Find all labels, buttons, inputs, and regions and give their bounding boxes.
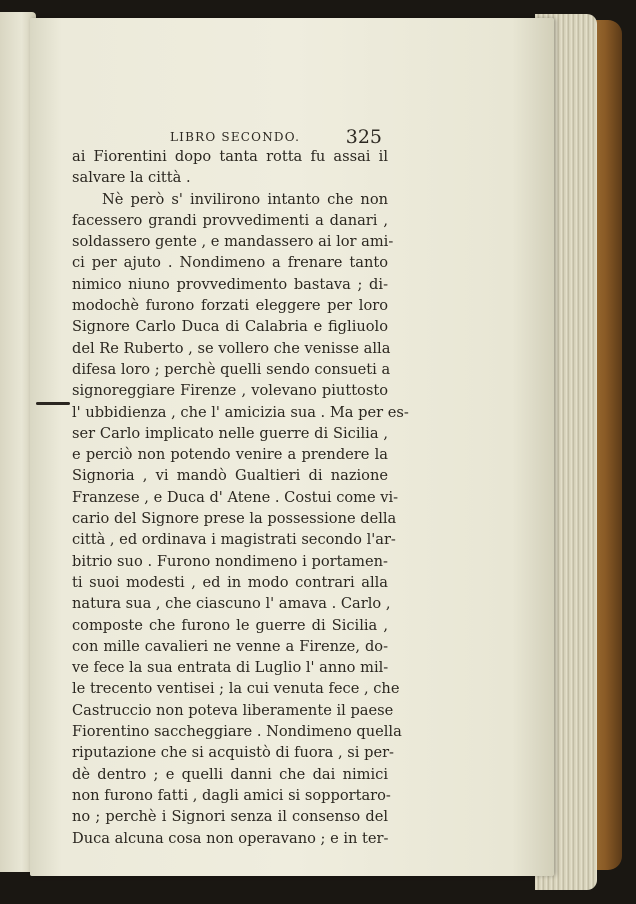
text-line: cario del Signore prese la possessione della [72, 510, 397, 528]
text-line: Fiorentino saccheggiare . Nondimeno quella [72, 723, 402, 741]
text-line: riputazione che si acquistò di fuora , si per- [72, 744, 394, 762]
text-line: bitrio suo . Furono nondimeno i portamen- [72, 552, 388, 570]
gutter-mark [36, 402, 70, 405]
text-line: modochè furono forzati eleggere per loro [72, 297, 388, 315]
text-line: difesa loro ; perchè quelli sendo consueti a [72, 360, 391, 378]
text-line: natura sua , che ciascuno l' amava . Carlo , [72, 595, 391, 613]
text-line: Duca alcuna cosa non operavano ; e in ter- [72, 829, 389, 847]
page-number: 325 [345, 126, 382, 148]
text-line: l' ubbidienza , che l' amicizia sua . Ma per es- [72, 403, 409, 421]
text-line: con mille cavalieri ne venne a Firenze, do- [72, 637, 388, 655]
text-line: Signore Carlo Duca di Calabria e figliuolo [72, 318, 388, 336]
text-line: facessero grandi provvedimenti a danari , [72, 211, 388, 229]
body-text [72, 146, 409, 849]
text-line: soldassero gente , e mandassero ai lor ami- [72, 233, 394, 251]
text-line: signoreggiare Firenze , volevano piuttosto [72, 382, 388, 400]
paragraph [72, 189, 409, 849]
text-line: Nè però s' invilirono intanto che non [102, 190, 388, 208]
text-line: non furono fatti , dagli amici si sopportaro- [72, 786, 391, 804]
text-line: ser Carlo implicato nelle guerre di Sicilia , [72, 424, 388, 442]
text-line: ai Fiorentini dopo tanta rotta fu assai il [72, 148, 388, 165]
text-line: città , ed ordinava i magistrati secondo l'ar- [72, 531, 396, 549]
text-line: del Re Ruberto , se vollero che venisse alla [72, 339, 391, 357]
chapter-title: LIBRO SECONDO. [170, 130, 301, 144]
text-line: Castruccio non poteva liberamente il paese [72, 701, 394, 719]
text-line: Franzese , e Duca d' Atene . Costui come vi- [72, 488, 399, 506]
text-line: ti suoi modesti , ed in modo contrari alla [72, 573, 388, 591]
text-line: dè dentro ; e quelli danni che dai nimici [72, 765, 388, 783]
text-line: ve fece la sua entrata di Luglio l' anno mil- [72, 659, 389, 677]
text-line: no ; perchè i Signori senza il consenso del [72, 808, 388, 826]
text-line: salvare la città . [72, 169, 191, 187]
text-line: e perciò non potendo venire a prendere la [72, 446, 388, 464]
text-line: Signoria , vi mandò Gualtieri di nazione [72, 467, 388, 485]
text-line: composte che furono le guerre di Sicilia , [72, 616, 388, 634]
paragraph [72, 146, 388, 189]
text-line: nimico niuno provvedimento bastava ; di- [72, 275, 388, 293]
text-line: ci per ajuto . Nondimeno a frenare tanto [72, 254, 388, 272]
text-line: le trecento ventisei ; la cui venuta fece , che [72, 680, 400, 698]
